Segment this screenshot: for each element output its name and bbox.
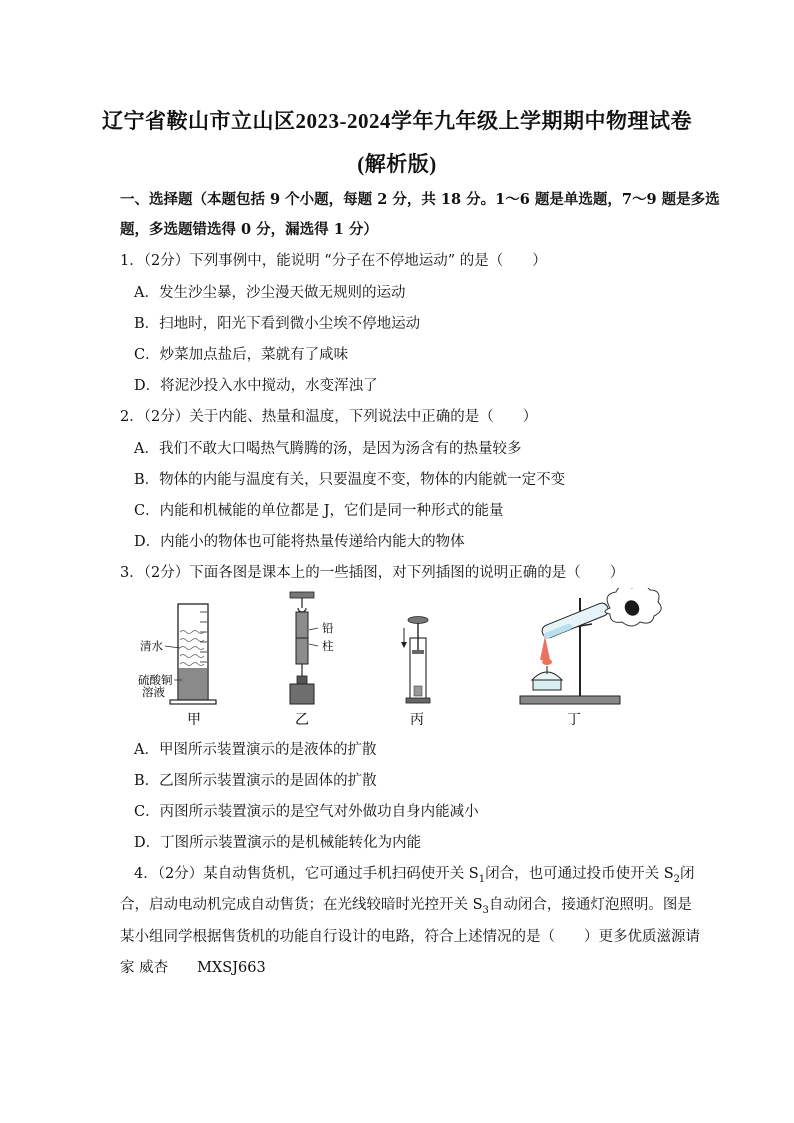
figure-label-jia: 甲 <box>187 712 201 728</box>
label-water: 清水 <box>140 639 163 653</box>
figure-label-ding: 丁 <box>567 712 581 728</box>
figure-ding-test-tube <box>520 588 661 704</box>
section-heading-cont: 题，多选题错选得 0 分，漏选得 1 分） <box>120 221 378 238</box>
question-2-stem: 2．（2分）关于内能、热量和温度，下列说法中正确的是（ ） <box>120 409 538 425</box>
illustration-set <box>120 588 680 730</box>
section-heading: 一、选择题（本题包括 9 个小题，每题 2 分，共 18 分。1～6 题是单选题，7～9 题是多选 <box>120 191 720 208</box>
figure-label-yi: 乙 <box>295 712 309 728</box>
question-1-option-b: B．扫地时，阳光下看到微小尘埃不停地运动 <box>134 316 421 332</box>
question-2-option-c: C．内能和机械能的单位都是 J，它们是同一种形式的能量 <box>134 503 504 519</box>
question-1-option-a: A．发生沙尘暴，沙尘漫天做无规则的运动 <box>134 285 406 301</box>
question-3-option-c: C．丙图所示装置演示的是空气对外做功自身内能减小 <box>134 804 479 820</box>
label-solution-2: 溶液 <box>142 685 165 699</box>
figure-bing-syringe <box>401 617 430 704</box>
question-3-stem: 3．（2分）下面各图是课本上的一些插图，对下列插图的说明正确的是（ ） <box>120 565 625 581</box>
question-1-option-d: D．将泥沙投入水中搅动，水变浑浊了 <box>134 378 378 394</box>
label-lead-2: 柱 <box>322 639 334 653</box>
question-4-line-3: 某小组同学根据售货机的功能自行设计的电路，符合上述情况的是（ ）更多优质滋源请 <box>120 929 700 945</box>
figure-jia-cylinder <box>170 604 216 704</box>
question-3-figures <box>120 588 680 730</box>
question-1-option-c: C．炒菜加点盐后，菜就有了咸味 <box>134 347 349 363</box>
cloud-icon <box>605 588 661 626</box>
question-1-stem: 1．（2分）下列事例中，能说明 “分子在不停地运动” 的是（ ） <box>120 253 547 269</box>
label-lead-1: 铅 <box>322 621 334 635</box>
figure-label-bing: 丙 <box>410 712 424 728</box>
question-3-option-a: A．甲图所示装置演示的是液体的扩散 <box>134 742 377 758</box>
document-title: 辽宁省鞍山市立山区2023-2024学年九年级上学期期中物理试卷 <box>102 109 692 133</box>
question-3-option-d: D．丁图所示装置演示的是机械能转化为内能 <box>134 835 422 851</box>
question-3-option-b: B．乙图所示装置演示的是固体的扩散 <box>134 773 377 789</box>
document-subtitle: (解析版) <box>357 152 437 176</box>
question-4-line-4: 家 威杏 MXSJ663 <box>120 960 266 976</box>
question-2-option-a: A．我们不敢大口喝热气腾腾的汤，是因为汤含有的热量较多 <box>134 441 522 457</box>
question-2-option-b: B．物体的内能与温度有关，只要温度不变，物体的内能就一定不变 <box>134 472 566 488</box>
question-4-line-2: 合，启动电动机完成自动售货；在光线较暗时光控开关 $S_3$自动闭合，接通灯泡照明。图是 <box>120 897 692 916</box>
figure-yi-lead-cylinders <box>290 592 318 704</box>
label-solution-1: 硫酸铜 <box>138 673 173 687</box>
question-2-option-d: D．内能小的物体也可能将热量传递给内能大的物体 <box>134 534 465 550</box>
question-4-line-1: 4．（2分）某自动售货机，它可通过手机扫码使开关 $S_1$闭合，也可通过投币使开关 $S_2$闭 <box>134 866 695 885</box>
